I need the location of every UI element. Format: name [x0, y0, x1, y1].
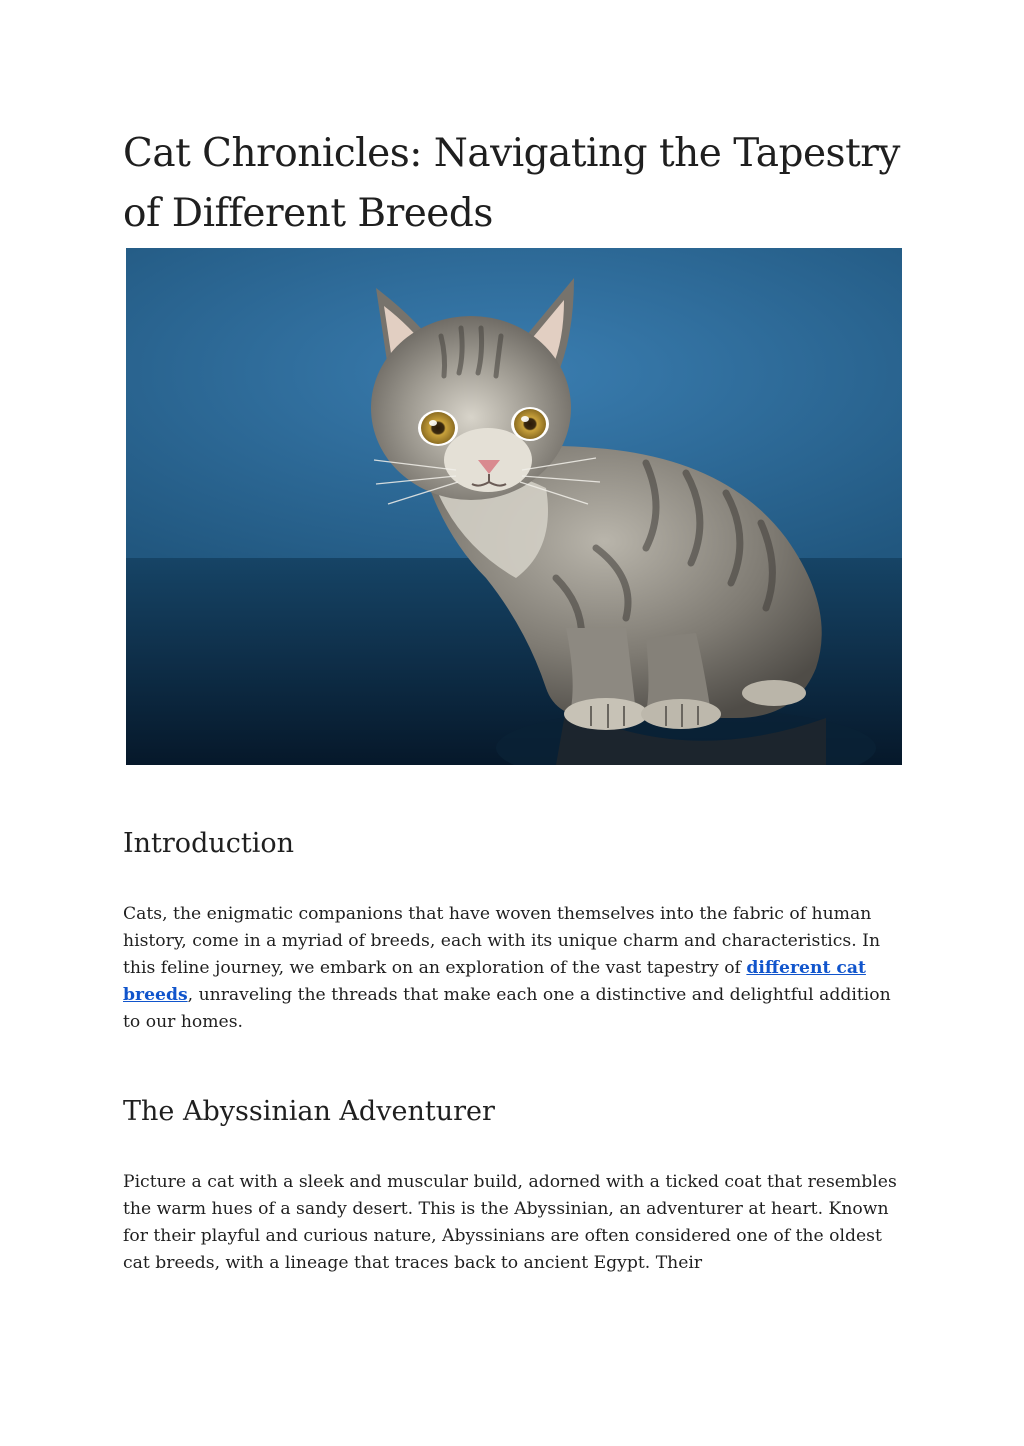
kitten-illustration: [126, 248, 902, 765]
abyssinian-paragraph: Picture a cat with a sleek and muscular build, adorned with a ticked coat that resembles the warm hues of a sandy desert. This is the Abyssinian, an adventurer at heart. Known for their playful and curious nature, Abyssinians are often considered one of the oldest cat breeds, with a lineage that traces back to ancient Egypt. Their: [123, 1172, 897, 1273]
abyssinian-heading: The Abyssinian Adventurer: [123, 1096, 495, 1127]
intro-text-after: , unraveling the threads that make each one a distinctive and delightful addition to our homes.: [123, 985, 891, 1032]
article-title: Cat Chronicles: Navigating the Tapestry of Different Breeds: [123, 131, 900, 236]
hero-cat-image: [126, 248, 902, 765]
introduction-heading: Introduction: [123, 828, 294, 859]
different-cat-breeds-link[interactable]: different cat breeds: [123, 958, 866, 1005]
intro-text-before: Cats, the enigmatic companions that have woven themselves into the fabric of human history, come in a myriad of breeds, each with its unique charm and characteristics. In this feline journey, we embark on an exploration of the vast tapestry of: [123, 904, 881, 978]
introduction-paragraph: [123, 901, 903, 1036]
